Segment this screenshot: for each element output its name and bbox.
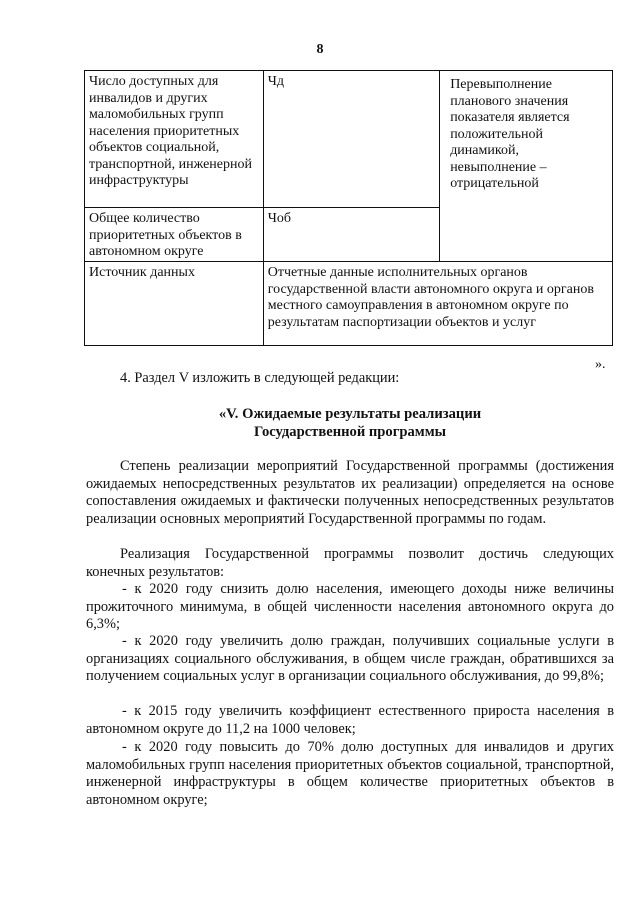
row-label: Источник данных [85,262,264,346]
closing-quote: ». [595,357,606,372]
bullet-3: - к 2015 году увеличить коэффициент естественного прироста населения в автономном округе до 11,2 на 1000 человек; [86,703,614,737]
section-heading-line2: Государственной программы [253,424,447,440]
bullet-1: - к 2020 году снизить долю населения, имеющего доходы ниже величины прожиточного минимума, в общей численности населения автономного округа до 6,3%; [86,581,614,632]
paragraph-1: Степень реализации мероприятий Государственной программы (достижения ожидаемых непосредственных результатов их реализации) определяется на основе сопоставления ожидаемых и фактически полученных непосредственных результатов реализации основных мероприятий Государственной программы по годам. [86,458,614,527]
indicator-table [84,70,613,346]
row-note: Перевыполнение планового значения показателя является положительной динамикой, невыполнение – отрицательной [440,71,613,262]
bullet-2: - к 2020 году увеличить долю граждан, получивших социальные услуги в организациях социального обслуживания, в общем числе граждан, обратившихся за получением социальных услуг в организации социального обслуживания, до 99,8%; [86,633,614,684]
row-label: Общее количество приоритетных объектов в автономном округе [85,208,264,262]
table-row [85,71,613,208]
page-number: 8 [316,42,324,57]
section-heading-line1: «V. Ожидаемые результаты реализации [218,406,482,422]
table-row [85,262,613,346]
paragraph-2: Реализация Государственной программы позволит достичь следующих конечных результатов: [86,546,614,580]
row-value: Отчетные данные исполнительных органов государственной власти автономного округа и органов местного самоуправления в автономном округе по результатам паспортизации объектов и услуг [263,262,612,346]
row-label: Число доступных для инвалидов и других маломобильных групп населения приоритетных объектов социальной, транспортной, инженерной инфраструктуры [85,71,264,208]
row-symbol: Чд [263,71,439,208]
item-4-text: 4. Раздел V изложить в следующей редакции: [120,370,400,386]
row-symbol: Чоб [263,208,439,262]
bullet-4: - к 2020 году повысить до 70% долю доступных для инвалидов и других маломобильных групп населения приоритетных объектов социальной, транспортной, инженерной инфраструктуры в общем количестве приоритетных объектов в автономном округе; [86,739,614,808]
